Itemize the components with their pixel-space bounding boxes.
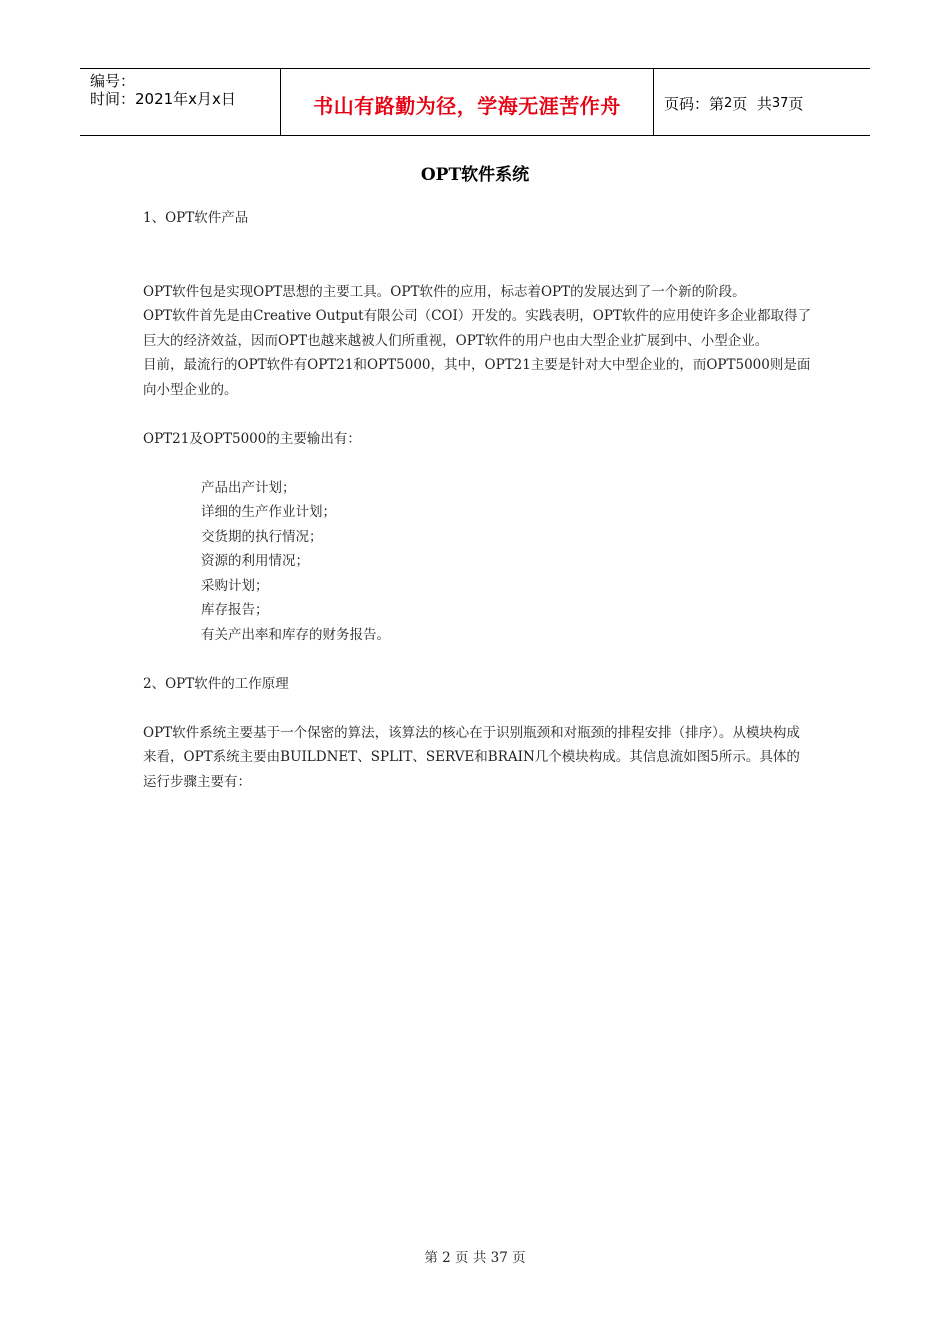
list-item: 详细的生产作业计划； [201, 504, 336, 520]
paragraph-3: 目前，最流行的OPT软件有OPT21和OPT5000，其中，OPT21主要是针对大中型企业的，而OPT5000则是面向小型企业的。 [143, 357, 811, 398]
list-item: 采购计划； [201, 577, 269, 594]
header-motto: 书山有路勤为径，学海无涯苦作舟 [281, 69, 654, 135]
section2-heading: 2、OPT软件的工作原理 [143, 675, 289, 692]
header-page-info [654, 69, 870, 135]
document-body [143, 206, 813, 794]
document-title: OPT软件系统 [420, 165, 530, 185]
page-prefix: 页码：第 [664, 94, 725, 113]
page-suffix: 页 [788, 94, 804, 113]
page-middle: 页 共 [732, 94, 772, 113]
list-item: 产品出产计划； [201, 479, 296, 496]
header-meta [80, 69, 281, 135]
list-item: 有关产出率和库存的财务报告。 [201, 626, 390, 643]
paragraph-1: OPT软件包是实现OPT思想的主要工具。OPT软件的应用，标志着OPT的发展达到了一个新的阶段。 [143, 283, 746, 300]
page-total: 37 [771, 95, 789, 111]
page-footer: 第 2 页 共 37 页 [424, 1250, 526, 1266]
outputs-intro: OPT21及OPT5000的主要输出有： [143, 430, 361, 447]
outputs-list [143, 476, 813, 648]
section1-heading: 1、OPT软件产品 [143, 210, 249, 226]
number-label: 编号： [90, 72, 136, 90]
time-label: 时间：2021年x月x日 [90, 90, 236, 108]
page-header [80, 68, 870, 136]
list-item: 库存报告； [201, 602, 269, 618]
paragraph-2: OPT软件首先是由Creative Output有限公司（COI）开发的。实践表明，OPT软件的应用使许多企业都取得了巨大的经济效益，因而OPT也越来越被人们所重视，OPT软件的用户也由大型企业扩展到中、小型企业。 [143, 308, 811, 349]
list-item: 交货期的执行情况； [201, 528, 323, 545]
page-current: 2 [724, 95, 733, 111]
paragraph-4: OPT软件系统主要基于一个保密的算法，该算法的核心在于识别瓶颈和对瓶颈的排程安排（排序）。从模块构成来看，OPT系统主要由BUILDNET、SPLIT、SERVE和BRAIN几个模块构成。其信息流如图5所示。具体的运行步骤主要有： [143, 724, 800, 790]
list-item: 资源的利用情况； [201, 553, 309, 569]
